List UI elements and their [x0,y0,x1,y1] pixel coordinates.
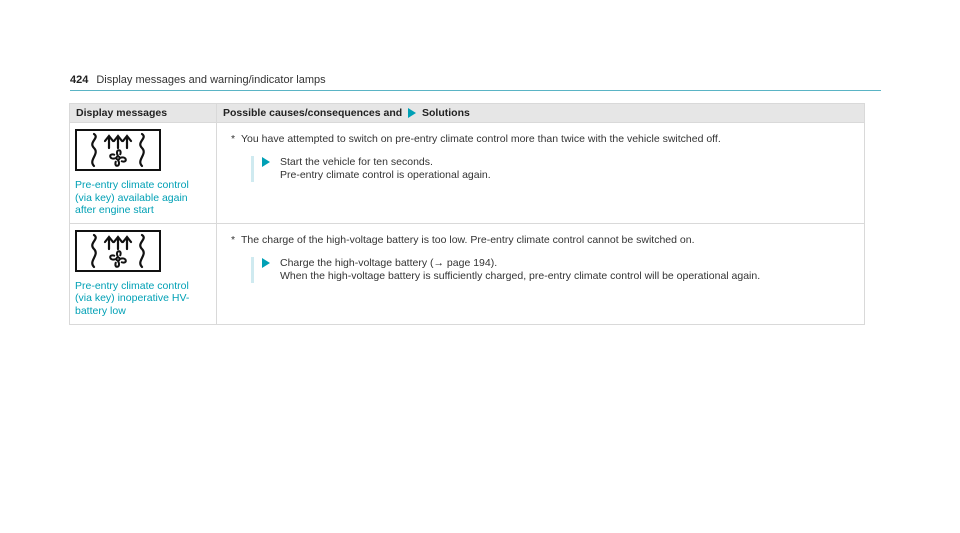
column-header-causes-text: Possible causes/consequences and [223,107,403,119]
column-header-solutions-text: Solutions [422,107,470,119]
solution-item [251,257,854,283]
cause-item [231,133,854,146]
page-title: Display messages and warning/indicator lamps [96,74,326,86]
solution-arrow-icon [262,157,270,167]
display-message-label: Pre-entry climate control (via key) available again after engine start [75,179,189,217]
table-row [70,123,865,224]
pre-entry-climate-fan-icon [75,230,161,272]
causes-solutions-cell [217,123,865,224]
column-header-causes-solutions [217,104,865,123]
cause-text: You have attempted to switch on pre-entry climate control more than twice with the vehicle switched off. [241,133,721,145]
table-header-row [70,104,865,123]
solution-step: Start the vehicle for ten seconds. [280,156,433,169]
display-message-label: Pre-entry climate control (via key) inoperative HV- battery low [75,279,190,317]
display-message-cell [70,123,217,224]
solution-result: Pre-entry climate control is operational again. [280,169,491,182]
pre-entry-climate-fan-icon [75,129,161,171]
solution-step: Charge the high-voltage battery (→ page 194). [280,256,498,269]
page-number: 424 [70,74,89,86]
column-header-display-messages: Display messages [70,104,217,123]
solution-arrow-icon [262,258,270,268]
causes-solutions-cell [217,223,865,324]
solution-item [251,156,854,182]
cause-bullet: * [231,133,236,145]
display-message-cell [70,223,217,324]
table-row [70,223,865,324]
display-messages-table [69,103,865,325]
cause-item [231,234,854,247]
solution-arrow-icon [408,108,416,118]
cause-text: The charge of the high-voltage battery is too low. Pre-entry climate control cannot be switched on. [241,233,695,246]
cause-bullet: * [231,233,236,246]
page-header [70,74,881,90]
header-rule [70,90,881,91]
solution-result: When the high-voltage battery is sufficiently charged, pre-entry climate control will be operational again. [280,270,761,283]
